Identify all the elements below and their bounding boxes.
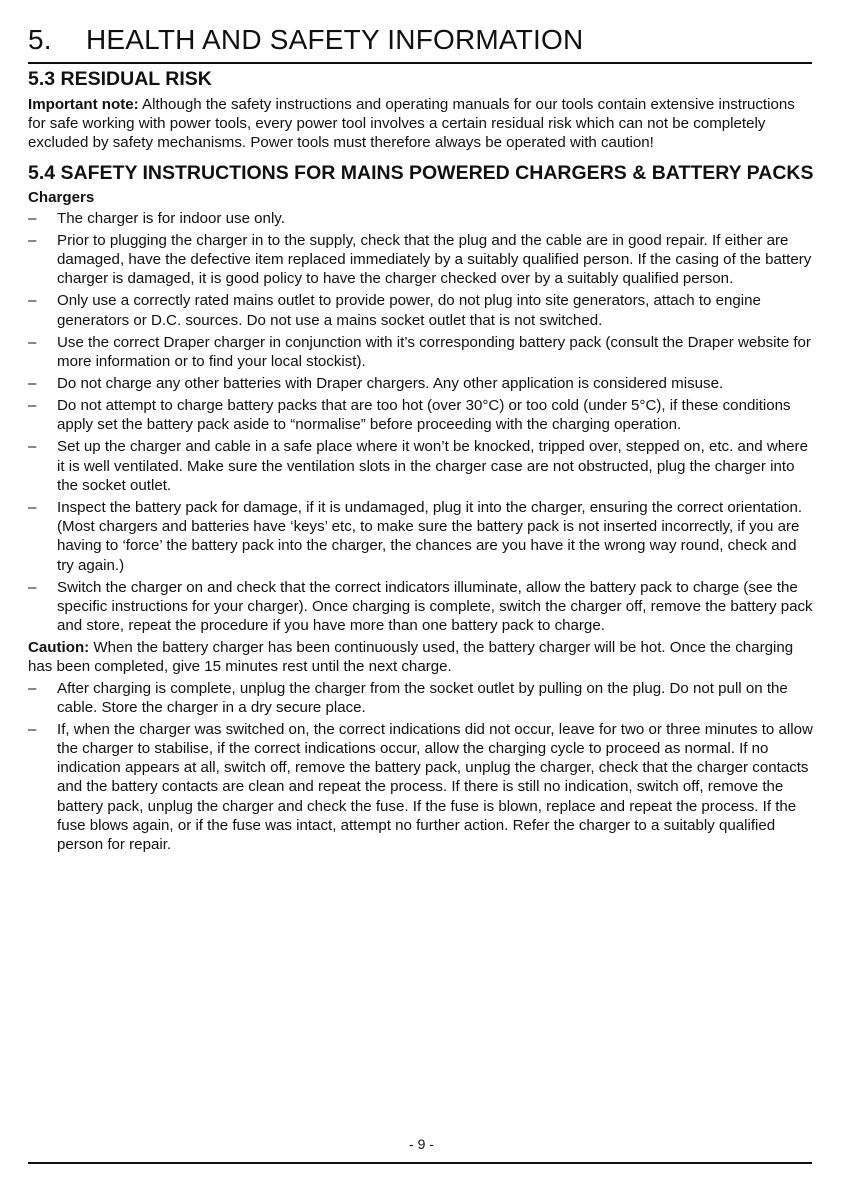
bullet-dash: – — [28, 438, 37, 456]
list-item-text: Do not attempt to charge battery packs that are too hot (over 30°C) or too cold (under 5°C), if these conditions apply set the battery pack aside to “normalise” before proceeding with the charging operation. — [57, 397, 791, 434]
footer-rule — [28, 1162, 812, 1164]
list-item — [28, 374, 816, 393]
page-number: - 9 - — [409, 1136, 434, 1152]
chapter-title: HEALTH AND SAFETY INFORMATION — [86, 24, 584, 55]
bullet-dash: – — [28, 720, 37, 738]
list-item-text: Do not charge any other batteries with Draper chargers. Any other application is considered misuse. — [57, 375, 724, 392]
bullet-dash: – — [28, 333, 37, 351]
list-item — [28, 679, 816, 717]
list-item — [28, 498, 816, 575]
list-item-text: Inspect the battery pack for damage, if it is undamaged, plug it into the charger, ensuring the correct orientation. (Most chargers and batteries have ‘keys’ etc, to make sure the battery pack is not inserted incorrectly, if you are having to ‘force’ the battery pack into the charger, the chances are you have it the wrong way round, check and try again.) — [57, 498, 803, 574]
list-item-text: Use the correct Draper charger in conjunction with it’s corresponding battery pack (consult the Draper website for more information or to find your local stockist). — [57, 333, 811, 370]
bullet-dash: – — [28, 578, 37, 596]
list-item-text: Switch the charger on and check that the correct indicators illuminate, allow the battery pack to charge (see the specific instructions for your charger). Once charging is complete, switch the charger off, remove the battery pack and store, repeat the procedure if you have more than one battery pack to charge. — [57, 578, 813, 634]
list-item — [28, 396, 816, 434]
chapter-number: 5. — [28, 24, 52, 55]
charger-instructions-list — [28, 209, 816, 635]
important-note — [28, 95, 816, 153]
list-item — [28, 437, 816, 495]
page-content — [28, 68, 816, 857]
section-heading-residual-risk: 5.3 RESIDUAL RISK — [28, 68, 212, 90]
list-item — [28, 720, 816, 854]
bullet-dash: – — [28, 498, 37, 516]
after-charging-list — [28, 679, 816, 855]
list-item-text: If, when the charger was switched on, the correct indications did not occur, leave for two or three minutes to allow the charger to stabilise, if the correct indications occur, allow the charging cycle to proceed as normal. If no indication appears at all, switch off, remove the battery pack, unplug the charger, check that the charger contacts and the battery contacts are clean and repeat the process. If there is still no indication, switch off, remove the battery pack, unplug the charger and check the fuse. If the fuse is blown, replace and repeat the process. If the fuse blows again, or if the fuse was intact, attempt no further action. Refer the charger to a suitably qualified person for repair. — [57, 720, 813, 854]
bullet-dash: – — [28, 231, 37, 249]
header-rule — [28, 62, 812, 64]
caution-label: Caution: — [28, 639, 90, 657]
list-item — [28, 578, 816, 636]
list-item — [28, 333, 816, 371]
bullet-dash: – — [28, 292, 37, 310]
page-title — [28, 22, 583, 58]
bullet-dash: – — [28, 397, 37, 415]
section-heading-chargers-battery-packs: 5.4 SAFETY INSTRUCTIONS FOR MAINS POWERED CHARGERS & BATTERY PACKS — [28, 161, 814, 184]
bullet-dash: – — [28, 209, 37, 227]
subheading-chargers: Chargers — [28, 188, 95, 206]
list-item — [28, 209, 816, 228]
list-item-text: Set up the charger and cable in a safe place where it won’t be knocked, tripped over, stepped on, etc. and where it is well ventilated. Make sure the ventilation slots in the charger case are not obstructed, plug the charger into the socket outlet. — [57, 438, 808, 494]
important-note-text: Although the safety instructions and operating manuals for our tools contain extensive instructions for safe working with power tools, every power tool involves a certain residual risk which can not be completely excluded by safety mechanisms. Power tools must therefore always be operated with caution! — [28, 96, 795, 152]
important-note-label: Important note: — [28, 96, 139, 113]
list-item-text: After charging is complete, unplug the charger from the socket outlet by pulling on the plug. Do not pull on the cable. Store the charger in a dry secure place. — [57, 679, 788, 716]
bullet-dash: – — [28, 375, 37, 392]
caution-note — [28, 638, 816, 676]
list-item — [28, 291, 816, 329]
caution-text: When the battery charger has been continuously used, the battery charger will be hot. Once the charging has been completed, give 15 minutes rest until the next charge. — [28, 639, 794, 676]
list-item-text: Only use a correctly rated mains outlet to provide power, do not plug into site generators, attach to engine generators or D.C. sources. Do not use a mains socket outlet that is not switched. — [57, 292, 761, 329]
list-item-text: Prior to plugging the charger in to the supply, check that the plug and the cable are in good repair. If either are damaged, have the defective item replaced immediately by a suitably qualified person. If the casing of the battery charger is damaged, it is good policy to have the charger checked over by a suitably qualified person. — [57, 231, 812, 288]
list-item-text: The charger is for indoor use only. — [57, 209, 285, 227]
list-item — [28, 231, 816, 289]
bullet-dash: – — [28, 679, 37, 697]
